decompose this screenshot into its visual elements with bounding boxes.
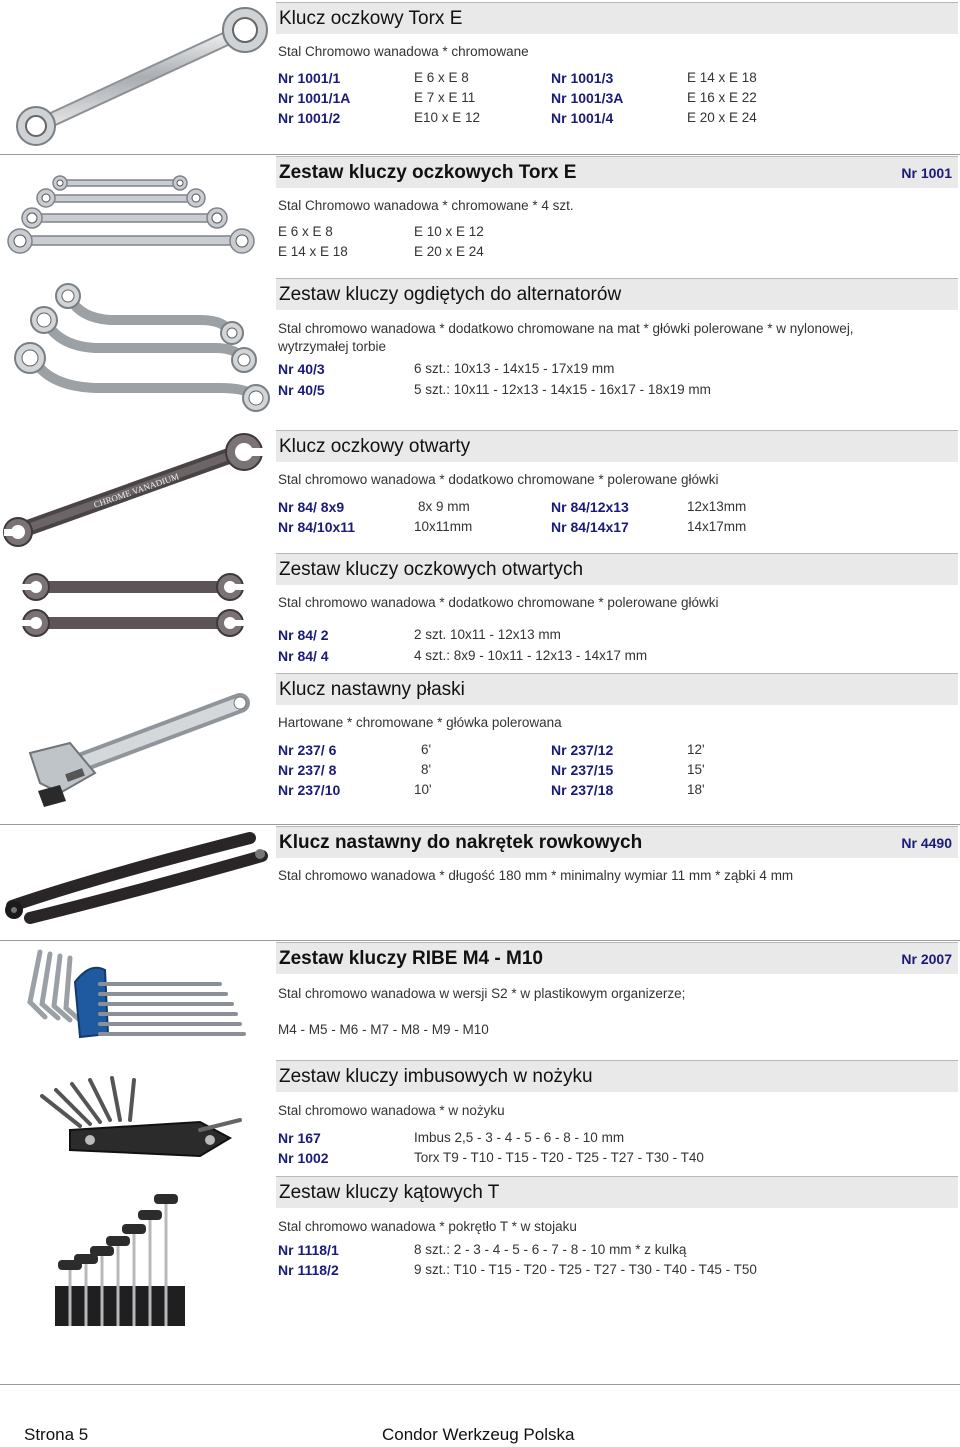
product-size: E 6 x E 8 [414, 70, 469, 85]
section-torx-ring-spanner [0, 0, 960, 150]
product-code: Nr 237/18 [551, 782, 614, 798]
product-size: 8 szt.: 2 - 3 - 4 - 5 - 6 - 7 - 8 - 10 mm * z kulką [414, 1242, 687, 1257]
product-size: 8' [421, 762, 432, 777]
product-size: E10 x E 12 [414, 110, 481, 125]
ribe-key-set-image [0, 942, 270, 1058]
set-number: Nr 1001 [901, 165, 952, 181]
section-flare-nut-spanner [0, 430, 960, 550]
section-description: Stal Chromowo wanadowa * chromowane * 4 szt. [278, 198, 574, 213]
product-code: Nr 1001/3A [551, 90, 624, 106]
product-size: E 10 x E 12 [414, 224, 484, 239]
section-title: Zestaw kluczy kątowych T [276, 1176, 958, 1208]
section-description: Stal chromowo wanadowa * dodatkowo chromowane * polerowane główki [278, 472, 719, 487]
section-title: Klucz oczkowy otwarty [276, 430, 958, 462]
product-size: 10' [414, 782, 432, 797]
section-description-cont: wytrzymałej torbie [278, 339, 387, 354]
product-code: Nr 1118/1 [278, 1242, 339, 1258]
product-code: Nr 84/10x11 [278, 519, 356, 535]
product-code: Nr 237/10 [278, 782, 341, 798]
product-code: Nr 237/15 [551, 762, 614, 778]
product-size: E 7 x E 11 [414, 90, 476, 105]
product-size: E 14 x E 18 [278, 244, 348, 259]
product-code: Nr 1001/4 [551, 110, 614, 126]
section-description: Stal chromowo wanadowa * długość 180 mm * minimalny wymiar 11 mm * ząbki 4 mm [278, 868, 794, 883]
hook-wrench-image [0, 826, 275, 936]
product-size: 6' [421, 742, 432, 757]
product-code: Nr 40/5 [278, 382, 325, 398]
engraving-text: CHROME VANADIUM [92, 471, 181, 510]
section-torx-ring-spanner-set [0, 156, 960, 274]
section-divider [0, 1384, 960, 1385]
product-code: Nr 84/ 4 [278, 648, 329, 664]
torx-spanner-set-image [0, 156, 270, 274]
product-code: Nr 84/12x13 [551, 499, 629, 515]
section-divider [0, 824, 960, 825]
company-name: Condor Werkzeug Polska [382, 1425, 575, 1444]
section-description: Stal Chromowo wanadowa * chromowane [278, 44, 529, 59]
section-description: Stal chromowo wanadowa * w nożyku [278, 1103, 505, 1118]
section-title: Zestaw kluczy oczkowych otwartych [276, 553, 958, 585]
product-code: Nr 84/ 2 [278, 627, 329, 643]
section-t-handle-keys [0, 1176, 960, 1346]
product-code: Nr 84/ 8x9 [278, 499, 345, 515]
product-code: Nr 1002 [278, 1150, 329, 1166]
product-code: Nr 84/14x17 [551, 519, 629, 535]
section-title: Zestaw kluczy imbusowych w nożyku [276, 1060, 958, 1092]
folding-key-set-image [0, 1060, 270, 1176]
section-divider [0, 154, 960, 155]
product-size: Torx T9 - T10 - T15 - T20 - T25 - T27 - T30 - T40 [414, 1150, 704, 1165]
section-description: Stal chromowo wanadowa * pokrętło T * w stojaku [278, 1219, 577, 1234]
product-code: Nr 40/3 [278, 361, 325, 377]
section-title-text: Zestaw kluczy RIBE M4 - M10 [279, 948, 543, 969]
product-size: 2 szt. 10x11 - 12x13 mm [414, 627, 561, 642]
product-code: Nr 237/ 6 [278, 742, 337, 758]
section-alternator-spanners [0, 278, 960, 418]
product-code: Nr 237/12 [551, 742, 614, 758]
product-code: Nr 167 [278, 1130, 321, 1146]
product-size: 14x17mm [687, 519, 747, 534]
adjustable-wrench-image [0, 673, 270, 823]
product-code: Nr 237/ 8 [278, 762, 337, 778]
section-description: Stal chromowo wanadowa * dodatkowo chromowane na mat * główki polerowane * w nylonowej, [278, 321, 854, 336]
product-size: 9 szt.: T10 - T15 - T20 - T25 - T27 - T30 - T40 - T45 - T50 [414, 1262, 757, 1277]
section-title-text: Klucz nastawny do nakrętek rowkowych [279, 832, 643, 853]
set-number: Nr 2007 [901, 951, 952, 967]
section-title-text: Zestaw kluczy oczkowych Torx E [279, 162, 577, 183]
section-title: Zestaw kluczy ogdiętych do alternatorów [276, 278, 958, 310]
product-size: 6 szt.: 10x13 - 14x15 - 17x19 mm [414, 361, 615, 376]
product-code: Nr 1001/1 [278, 70, 341, 86]
product-code: Nr 1001/2 [278, 110, 341, 126]
section-hook-wrench [0, 826, 960, 936]
section-adjustable-wrench [0, 673, 960, 823]
product-size: E 6 x E 8 [278, 224, 333, 239]
flare-nut-spanner-set-image [0, 553, 270, 668]
product-size: E 20 x E 24 [414, 244, 484, 259]
t-handle-key-set-image [0, 1176, 270, 1346]
product-size: Imbus 2,5 - 3 - 4 - 5 - 6 - 8 - 10 mm [414, 1130, 625, 1145]
section-folding-hex-keys [0, 1060, 960, 1176]
product-size: 10x11mm [414, 519, 473, 534]
section-description: Stal chromowo wanadowa w wersji S2 * w plastikowym organizerze; [278, 986, 686, 1001]
product-size: 12x13mm [687, 499, 747, 514]
product-size: E 14 x E 18 [687, 70, 757, 85]
product-size: E 20 x E 24 [687, 110, 757, 125]
section-title [276, 942, 958, 974]
product-size: 8x 9 mm [418, 499, 470, 514]
product-code: Nr 1001/1A [278, 90, 351, 106]
alternator-spanner-set-image [0, 278, 270, 418]
section-description: Hartowane * chromowane * główka polerowana [278, 715, 562, 730]
section-title: Klucz oczkowy Torx E [276, 2, 958, 34]
product-size: 15' [687, 762, 705, 777]
section-ribe-key-set [0, 942, 960, 1058]
set-number: Nr 4490 [901, 835, 952, 851]
size-list: M4 - M5 - M6 - M7 - M8 - M9 - M10 [278, 1022, 489, 1037]
section-title: Klucz nastawny płaski [276, 673, 958, 705]
page-number: Strona 5 [24, 1425, 89, 1444]
product-size: 12' [687, 742, 705, 757]
product-size: 18' [687, 782, 705, 797]
product-size: E 16 x E 22 [687, 90, 757, 105]
section-flare-nut-spanner-set [0, 553, 960, 668]
product-size: 4 szt.: 8x9 - 10x11 - 12x13 - 14x17 mm [414, 648, 648, 663]
torx-ring-spanner-image [0, 0, 270, 150]
flare-nut-spanner-image [0, 430, 275, 550]
product-size: 5 szt.: 10x11 - 12x13 - 14x15 - 16x17 - 18x19 mm [414, 382, 711, 397]
product-code: Nr 1001/3 [551, 70, 614, 86]
section-description: Stal chromowo wanadowa * dodatkowo chromowane * polerowane główki [278, 595, 719, 610]
section-title [276, 156, 958, 188]
section-title [276, 826, 958, 858]
section-divider [0, 940, 960, 941]
product-code: Nr 1118/2 [278, 1262, 339, 1278]
